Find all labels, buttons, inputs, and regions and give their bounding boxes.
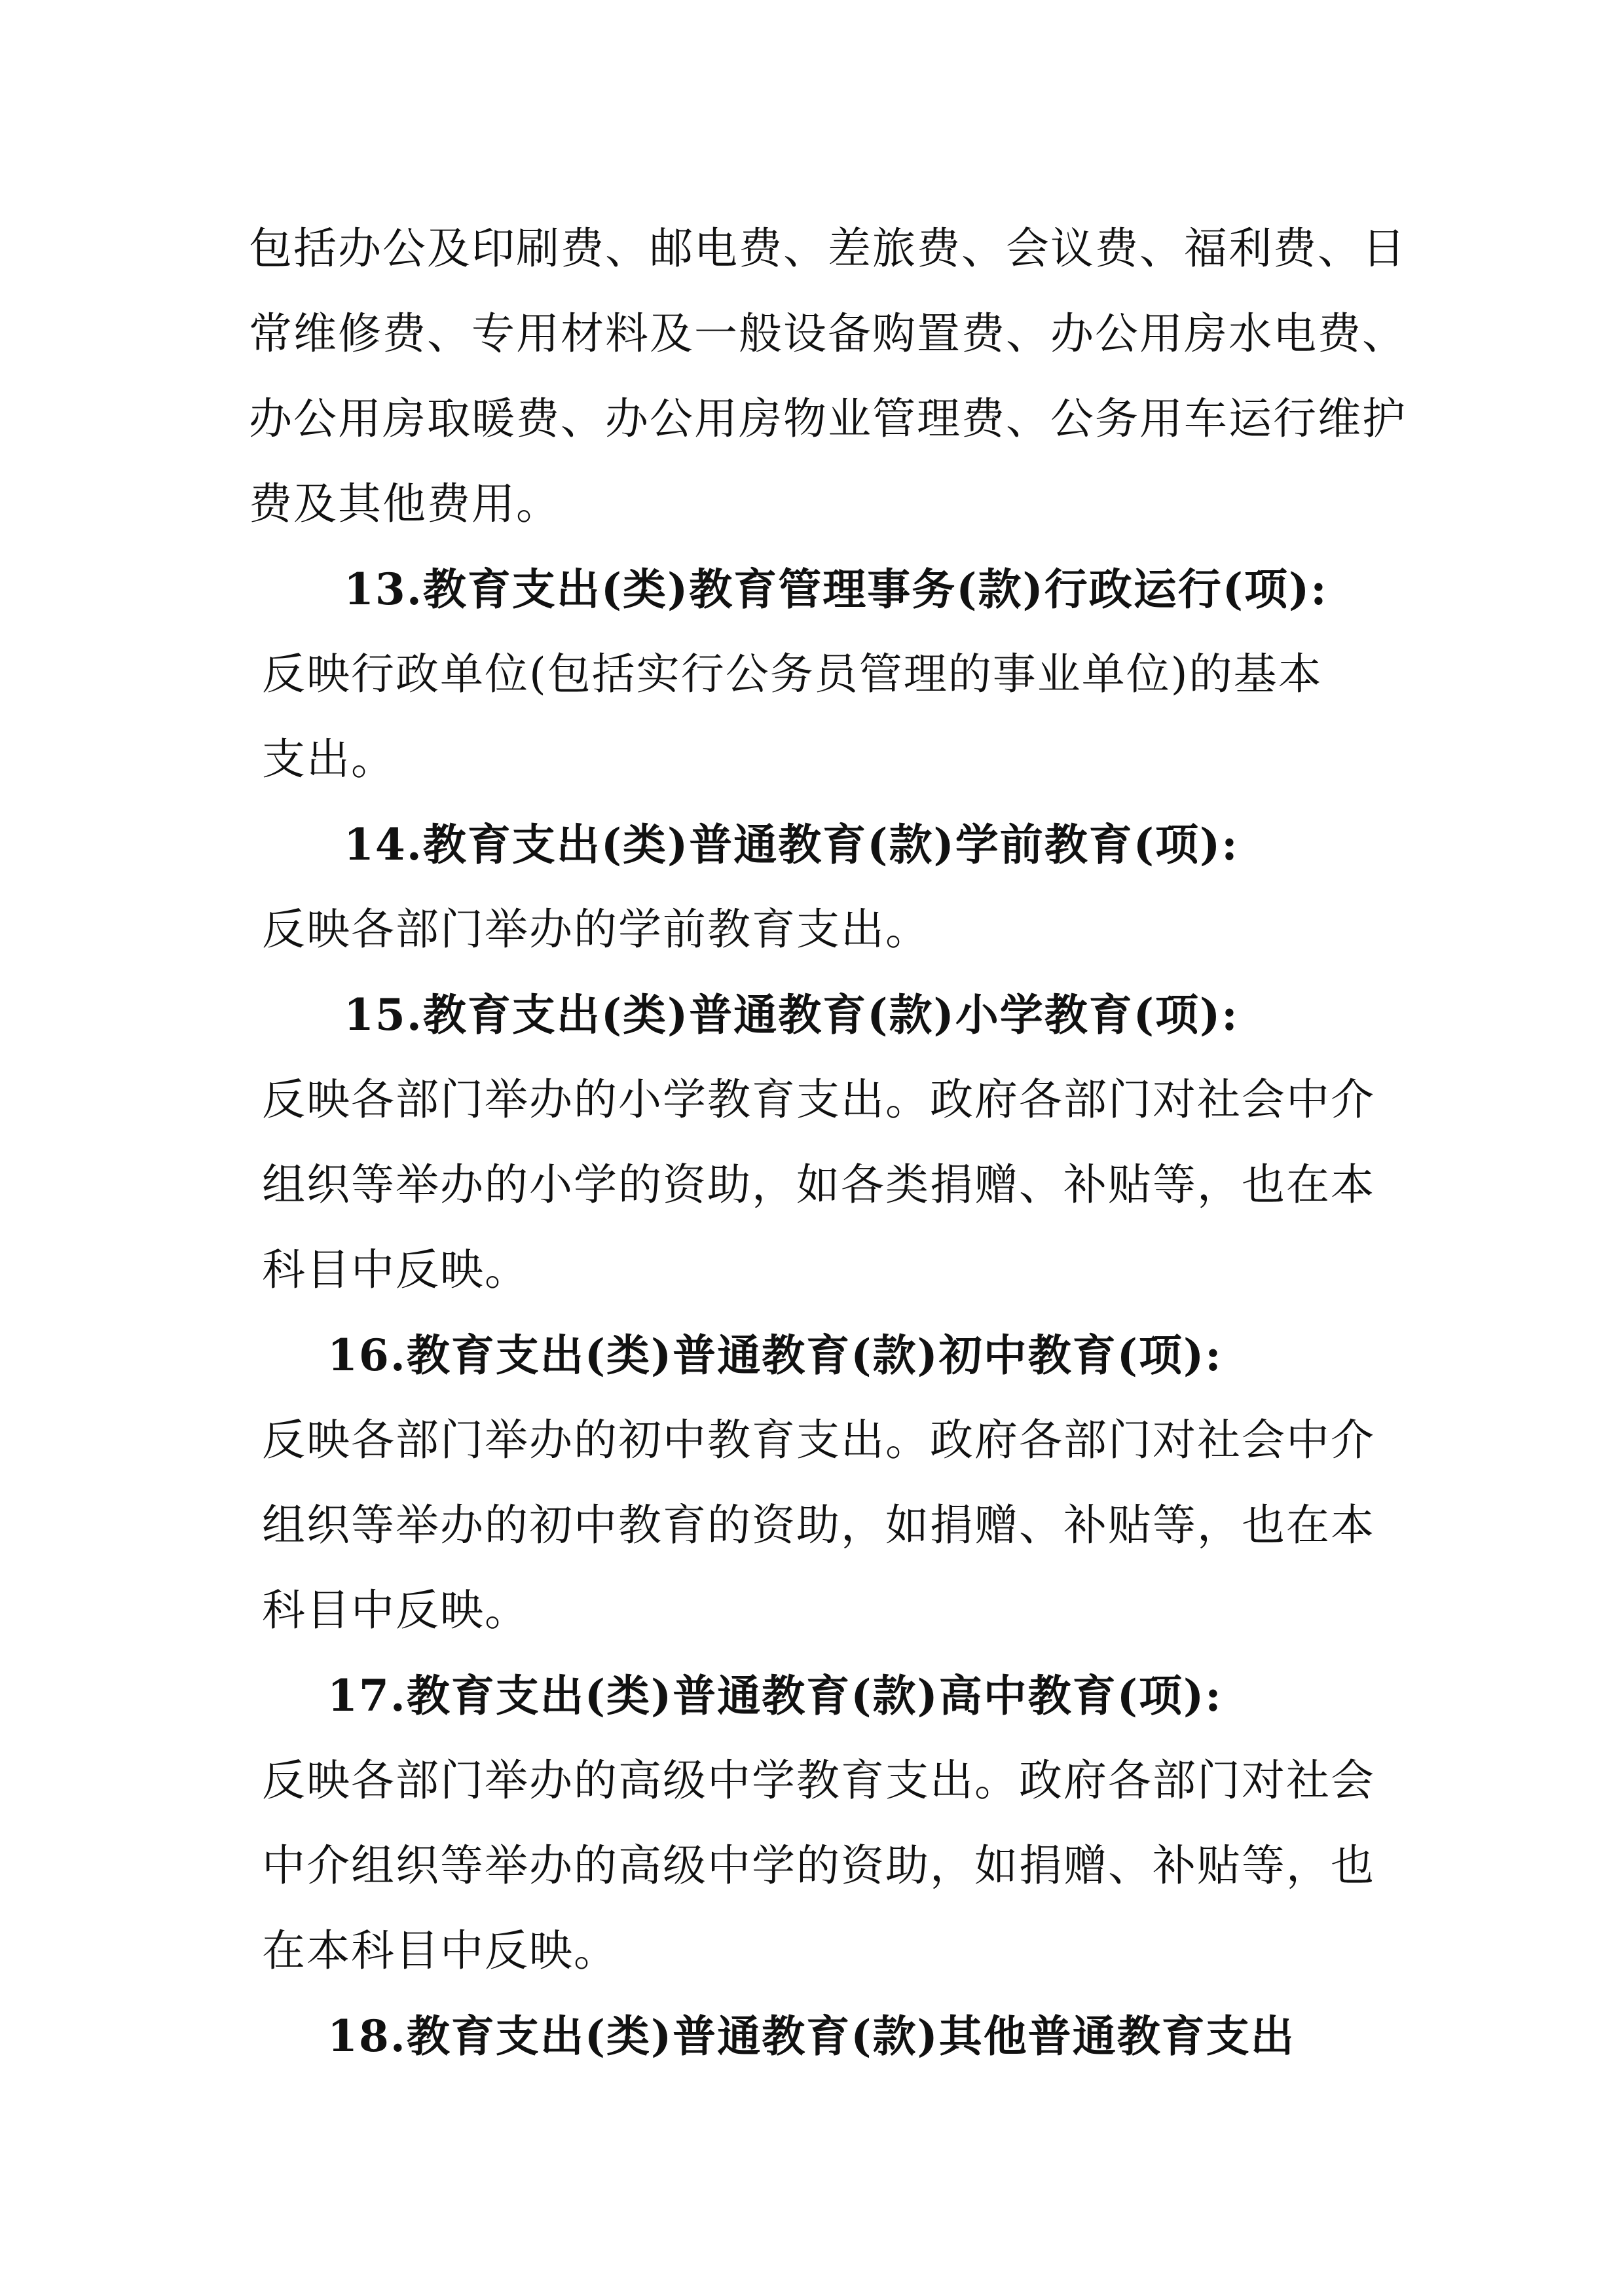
item-15-desc-line-2: 组织等举办的小学的资助，如各类捐赠、补贴等，也在本 bbox=[262, 1159, 1375, 1210]
text-line-2: 常维修费、专用材料及一般设备购置费、办公用房水电费、 bbox=[249, 308, 1407, 359]
item-14-desc-line-1: 反映各部门举办的学前教育支出。 bbox=[262, 904, 930, 955]
item-13-heading: 13.教育支出(类)教育管理事务(款)行政运行(项): bbox=[344, 564, 1328, 615]
item-16-desc-line-1: 反映各部门举办的初中教育支出。政府各部门对社会中介 bbox=[262, 1415, 1375, 1465]
text-line-4: 费及其他费用。 bbox=[249, 479, 561, 529]
item-15-heading: 15.教育支出(类)普通教育(款)小学教育(项): bbox=[344, 989, 1239, 1040]
item-14-heading: 14.教育支出(类)普通教育(款)学前教育(项): bbox=[344, 819, 1239, 870]
item-16-desc-line-2: 组织等举办的初中教育的资助，如捐赠、补贴等，也在本 bbox=[262, 1500, 1375, 1550]
item-16-desc-line-3: 科目中反映。 bbox=[262, 1585, 529, 1635]
item-13-desc-line-1: 反映行政单位(包括实行公务员管理的事业单位)的基本 bbox=[262, 649, 1323, 699]
item-16-heading: 16.教育支出(类)普通教育(款)初中教育(项): bbox=[327, 1330, 1223, 1381]
text-line-1: 包括办公及印刷费、邮电费、差旅费、会议费、福利费、日 bbox=[249, 223, 1407, 274]
item-17-desc-line-2: 中介组织等举办的高级中学的资助，如捐赠、补贴等，也 bbox=[262, 1840, 1375, 1891]
item-17-desc-line-1: 反映各部门举办的高级中学教育支出。政府各部门对社会 bbox=[262, 1755, 1375, 1806]
item-17-desc-line-3: 在本科目中反映。 bbox=[262, 1925, 618, 1976]
item-18-heading: 18.教育支出(类)普通教育(款)其他普通教育支出 bbox=[327, 2011, 1295, 2062]
item-15-desc-line-3: 科目中反映。 bbox=[262, 1245, 529, 1295]
item-13-desc-line-2: 支出。 bbox=[262, 734, 396, 784]
item-17-heading: 17.教育支出(类)普通教育(款)高中教育(项): bbox=[327, 1670, 1223, 1721]
text-line-3: 办公用房取暖费、办公用房物业管理费、公务用车运行维护 bbox=[249, 393, 1407, 444]
item-15-desc-line-1: 反映各部门举办的小学教育支出。政府各部门对社会中介 bbox=[262, 1074, 1375, 1125]
